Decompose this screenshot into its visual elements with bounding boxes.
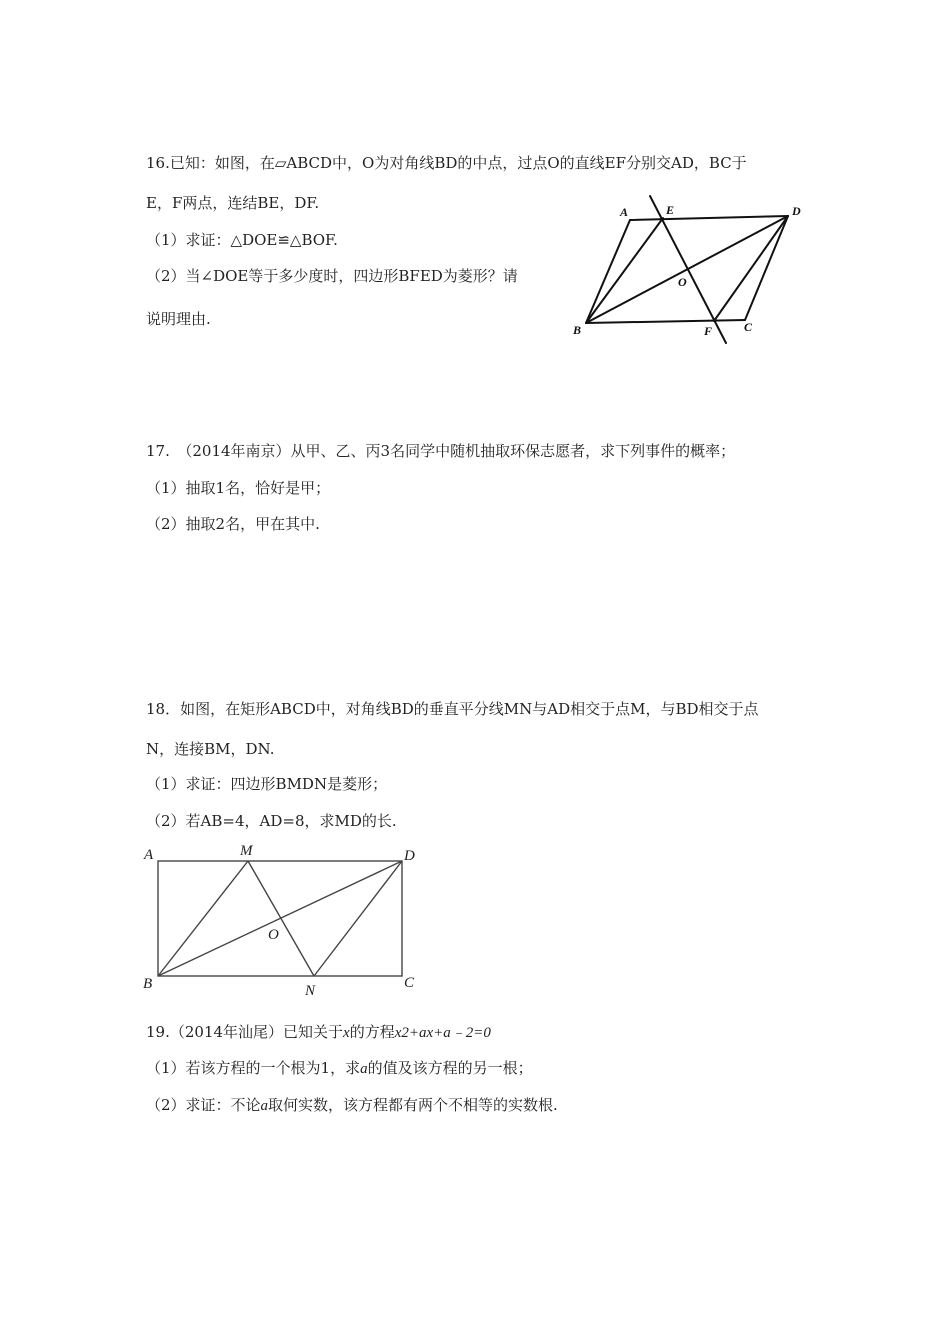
q16-label-E: E [666,203,675,217]
q19-part2-text-b: 取何实数，该方程都有两个不相等的实数根. [268,1096,558,1114]
q19-part2 [146,1095,558,1116]
q16-label-A: A [620,205,629,219]
q19-variable-x: x [343,1025,350,1041]
q18-stem-line2: N，连接BM，DN. [146,740,275,758]
q16-label-O: O [678,275,687,289]
q19-stem-middle: 的方程 [349,1023,395,1041]
q17-stem: 17. （2014年南京）从甲、乙、丙3名同学中随机抽取环保志愿者，求下列事件的概率； [146,442,736,460]
q18-stem-line1: 18．如图，在矩形ABCD中，对角线BD的垂直平分线MN与AD相交于点M，与BD相交于点 [146,700,759,718]
q16-side-AD [630,216,788,220]
q16-label-F: F [704,324,713,338]
q16-label-D: D [792,204,801,218]
q18-part2: （2）若AB=4，AD=8，求MD的长. [146,812,397,830]
q18-diagonal-BD [158,861,402,976]
q18-label-O: O [268,927,279,943]
q18-label-B: B [143,976,153,992]
q18-label-M: M [240,843,253,859]
q18-label-D: D [404,848,415,864]
q19-variable-a: a [360,1061,368,1077]
q19-stem [146,1022,491,1043]
q19-variable-a-2: a [260,1098,269,1114]
q16-label-C: C [744,320,753,334]
q19-part2-text-a: （2）求证：不论 [146,1096,261,1114]
q19-equation: x2+ax+a﹣2=0 [394,1025,491,1041]
q16-part2-cont: 说明理由. [146,310,211,328]
q18-label-C: C [404,975,415,991]
q18-rectangle-figure [138,840,428,1000]
q16-label-B: B [573,323,582,337]
q16-part1: （1）求证：△DOE≌△BOF. [146,231,338,249]
q18-part1: （1）求证：四边形BMDN是菱形； [146,775,388,793]
q18-label-N: N [305,983,316,999]
q19-part1-text-b: 的值及该方程的另一根； [367,1059,533,1077]
q16-part2: （2）当∠DOE等于多少度时，四边形BFED为菱形？请 [146,267,518,285]
q17-part1: （1）抽取1名，恰好是甲； [146,479,331,497]
q18-segment-BM [158,861,248,976]
q16-stem-line1: 16.已知：如图，在▱ABCD中，O为对角线BD的中点，过点O的直线EF分别交AD，BC于 [146,154,747,172]
q19-part1 [146,1058,533,1079]
q17-part2: （2）抽取2名，甲在其中. [146,515,320,533]
q16-parallelogram-figure [560,192,820,347]
q19-part1-text-a: （1）若该方程的一个根为1，求 [146,1059,361,1077]
q18-label-A: A [144,847,154,863]
q18-segment-MN [248,861,314,976]
q18-segment-ND [314,861,402,976]
q19-stem-prefix: 19.（2014年汕尾）已知关于 [146,1023,344,1041]
q16-side-BC [586,320,745,323]
q16-stem-line2: E，F两点，连结BE，DF. [146,194,320,212]
